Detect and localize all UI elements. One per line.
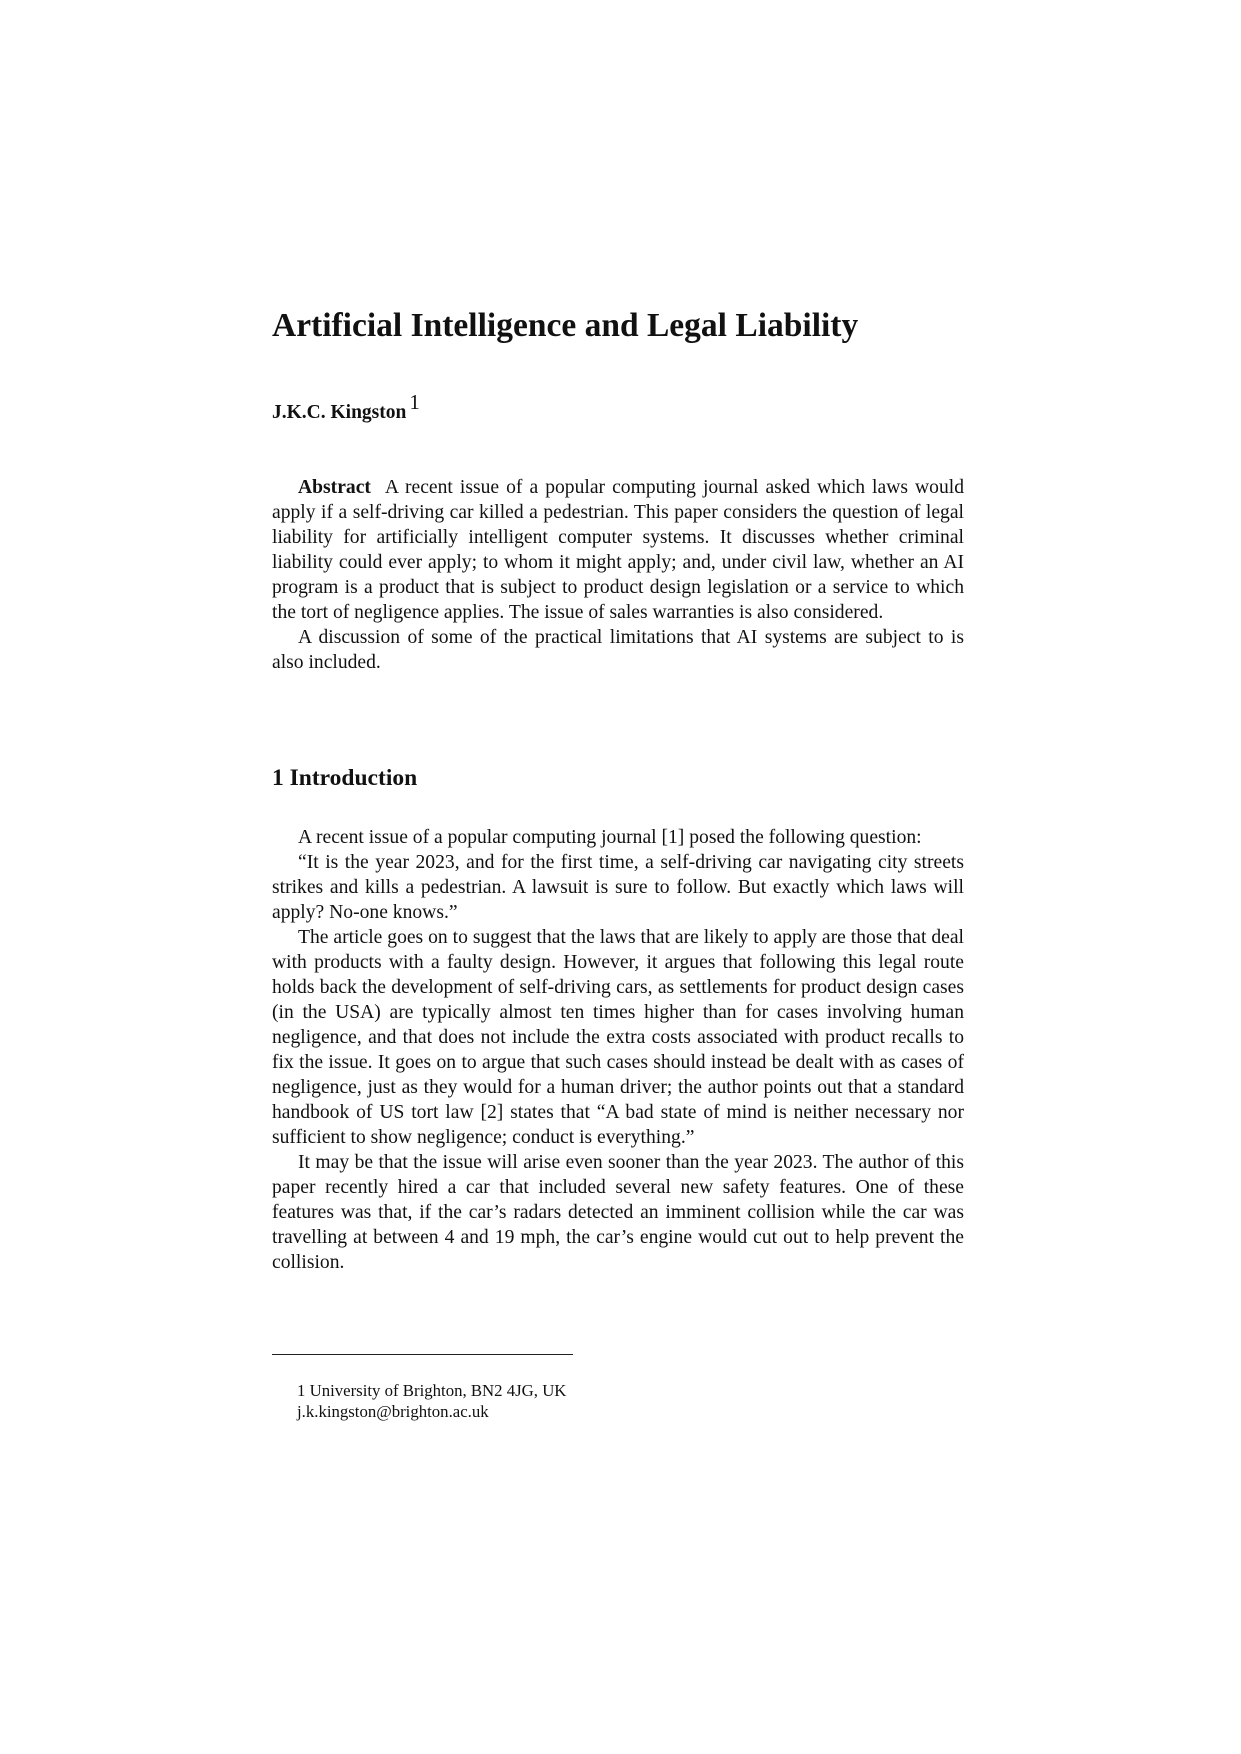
body-paragraph: It may be that the issue will arise even sooner than the year 2023. The author of this paper recently hired a car that included several new safety features. One of these features was that, if the car’s radars detected an imminent collision while the car was travelling at between 4 and 19 mph, the car’s engine would cut out to help prevent the collision. bbox=[272, 1152, 964, 1273]
abstract-paragraph: A discussion of some of the practical limitations that AI systems are subject to is also included. bbox=[272, 627, 964, 673]
abstract-paragraph bbox=[272, 475, 964, 625]
section-heading-introduction: 1 Introduction bbox=[272, 765, 418, 791]
body-paragraph: The article goes on to suggest that the laws that are likely to apply are those that deal with products with a faulty design. However, it argues that following this legal route holds back the development of self-driving cars, as settlements for product design cases (in the USA) are typically almost ten times higher than for cases involving human negligence, and that does not include the extra costs associated with product recalls to fix the issue. It goes on to argue that such cases should instead be dealt with as cases of negligence, just as they would for a human driver; the author points out that a standard handbook of US tort law [2] states that “A bad state of mind is neither necessary nor sufficient to show negligence; conduct is everything.” bbox=[272, 927, 964, 1148]
abstract-label: Abstract bbox=[298, 477, 371, 498]
author-footnote-mark: 1 bbox=[409, 390, 420, 414]
footnote-affiliation: 1 University of Brighton, BN2 4JG, UK bbox=[297, 1381, 567, 1400]
footnote-email: j.k.kingston@brighton.ac.uk bbox=[297, 1402, 489, 1421]
body-paragraph: A recent issue of a popular computing journal [1] posed the following question: bbox=[298, 827, 922, 848]
footnote-divider bbox=[272, 1354, 573, 1355]
footnote bbox=[297, 1380, 566, 1422]
author-name: J.K.C. Kingston bbox=[272, 402, 407, 423]
introduction-body bbox=[272, 825, 964, 1275]
abstract-text: A recent issue of a popular computing journal asked which laws would apply if a self-driving car killed a pedestrian. This paper considers the question of legal liability for artificially intelligent computer systems. It discusses whether criminal liability could ever apply; to whom it might apply; and, under civil law, whether an AI program is a product that is subject to product design legislation or a service to which the tort of negligence applies. The issue of sales warranties is also considered. bbox=[272, 477, 964, 623]
body-quote-paragraph: “It is the year 2023, and for the first time, a self-driving car navigating city streets strikes and kills a pedestrian. A lawsuit is sure to follow. But exactly which laws will apply? No-one knows.” bbox=[272, 852, 964, 923]
author-line bbox=[272, 390, 420, 426]
paper-title: Artificial Intelligence and Legal Liability bbox=[272, 307, 859, 344]
abstract bbox=[272, 475, 964, 675]
